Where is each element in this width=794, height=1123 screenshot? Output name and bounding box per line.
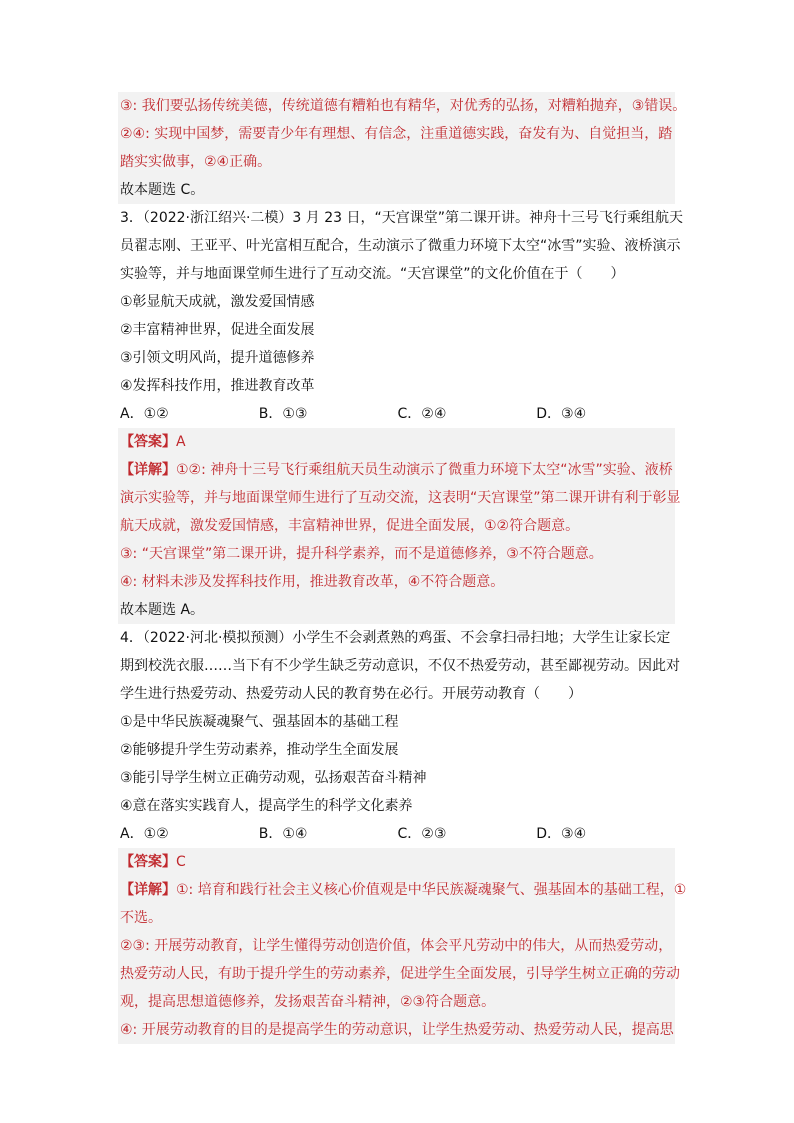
q3-option-b: B．①③ [258,406,308,422]
q4-option-a: A．①② [120,826,169,842]
q4-detail-2: 不选。 [118,904,675,932]
q2-detail-line-3: 踏实实做事，②④正确。 [118,148,675,176]
q3-item-4: ④发挥科技作用，推进教育改革 [120,378,315,394]
answer-value: A [176,434,186,450]
q4-detail-4: 热爱劳动人民，有助于提升学生的劳动素养，促进学生全面发展，引导学生树立正确的劳动 [118,960,675,988]
q3-detail-5: ④: 材料未涉及发挥科技作用，推进教育改革，④不符合题意。 [118,568,675,596]
q3-detail-4: ③: “天宫课堂”第二课开讲，提升科学素养，而不是道德修养，③不符合题意。 [118,540,675,568]
q3-stem-3: 实验等，并与地面课堂师生进行了互动交流。“天宫课堂”的文化价值在于（ ） [120,266,625,282]
q3-conclusion: 故本题选 A。 [118,596,675,624]
q4-detail-5: 观，提高思想道德修养，发扬艰苦奋斗精神，②③符合题意。 [118,988,675,1016]
q3-detail-2: 演示实验等，并与地面课堂师生进行了互动交流，这表明“天宫课堂”第二课开讲有利于彰显 [118,484,675,512]
q3-option-c: C．②④ [397,406,447,422]
q4-answer [118,848,675,876]
answer-label: 【答案】 [120,434,176,450]
document-page [118,92,687,1044]
answer-label: 【答案】 [120,854,176,870]
q4-options [118,820,675,848]
q3-detail-3: 航天成就，激发爱国情感，丰富精神世界，促进全面发展，①②符合题意。 [118,512,675,540]
q3-stem-2: 员翟志刚、王亚平、叶光富相互配合，生动演示了微重力环境下太空“冰雪”实验、液桥演示 [120,238,681,254]
q4-item-1: ①是中华民族凝魂聚气、强基固本的基础工程 [120,714,399,730]
q4-detail-1: 【详解】①: 培育和践行社会主义核心价值观是中华民族凝魂聚气、强基固本的基础工程，① [118,876,675,904]
q3-stem-1: 3．（2022·浙江绍兴·二模）3 月 23 日，“天宫课堂”第二课开讲。神舟十三号飞行乘组航天 [120,210,684,226]
q4-item-2: ②能够提升学生劳动素养，推动学生全面发展 [120,742,399,758]
q4-stem-1: 4．（2022·河北·模拟预测）小学生不会剥煮熟的鸡蛋、不会拿扫帚扫地；大学生让家长定 [120,630,671,646]
answer-value: C [176,854,186,870]
q2-detail-line-1: ③: 我们要弘扬传统美德，传统道德有糟粕也有精华，对优秀的弘扬，对糟粕抛弃，③错误。 [118,92,675,120]
q3-answer [118,428,675,456]
q4-option-b: B．①④ [258,826,308,842]
q3-item-3: ③引领文明风尚，提升道德修养 [120,350,315,366]
q3-item-1: ①彰显航天成就，激发爱国情感 [120,294,315,310]
q3-option-d: D．③④ [536,406,587,422]
q3-item-2: ②丰富精神世界，促进全面发展 [120,322,315,338]
detail-label: 【详解】 [120,462,176,478]
q2-detail-line-2: ②④: 实现中国梦，需要青少年有理想、有信念，注重道德实践，奋发有为、自觉担当，踏 [118,120,675,148]
detail-label: 【详解】 [120,882,176,898]
q4-detail-3: ②③: 开展劳动教育，让学生懂得劳动创造价值，体会平凡劳动中的伟大，从而热爱劳动， [118,932,675,960]
q4-stem-3: 学生进行热爱劳动、热爱劳动人民的教育势在必行。开展劳动教育（ ） [120,686,582,702]
q3-detail-1: 【详解】①②: 神舟十三号飞行乘组航天员生动演示了微重力环境下太空“冰雪”实验、液桥 [118,456,675,484]
q4-item-3: ③能引导学生树立正确劳动观，弘扬艰苦奋斗精神 [120,770,427,786]
q4-item-4: ④意在落实实践育人，提高学生的科学文化素养 [120,798,413,814]
q3-option-a: A．①② [120,406,169,422]
q4-option-c: C．②③ [397,826,447,842]
q4-detail-6: ④: 开展劳动教育的目的是提高学生的劳动意识，让学生热爱劳动、热爱劳动人民，提高思 [118,1016,675,1044]
q2-conclusion: 故本题选 C。 [118,176,675,204]
q3-options [118,400,675,428]
q4-stem-2: 期到校洗衣服……当下有不少学生缺乏劳动意识，不仅不热爱劳动，甚至鄙视劳动。因此对 [120,658,680,674]
q4-option-d: D．③④ [536,826,587,842]
